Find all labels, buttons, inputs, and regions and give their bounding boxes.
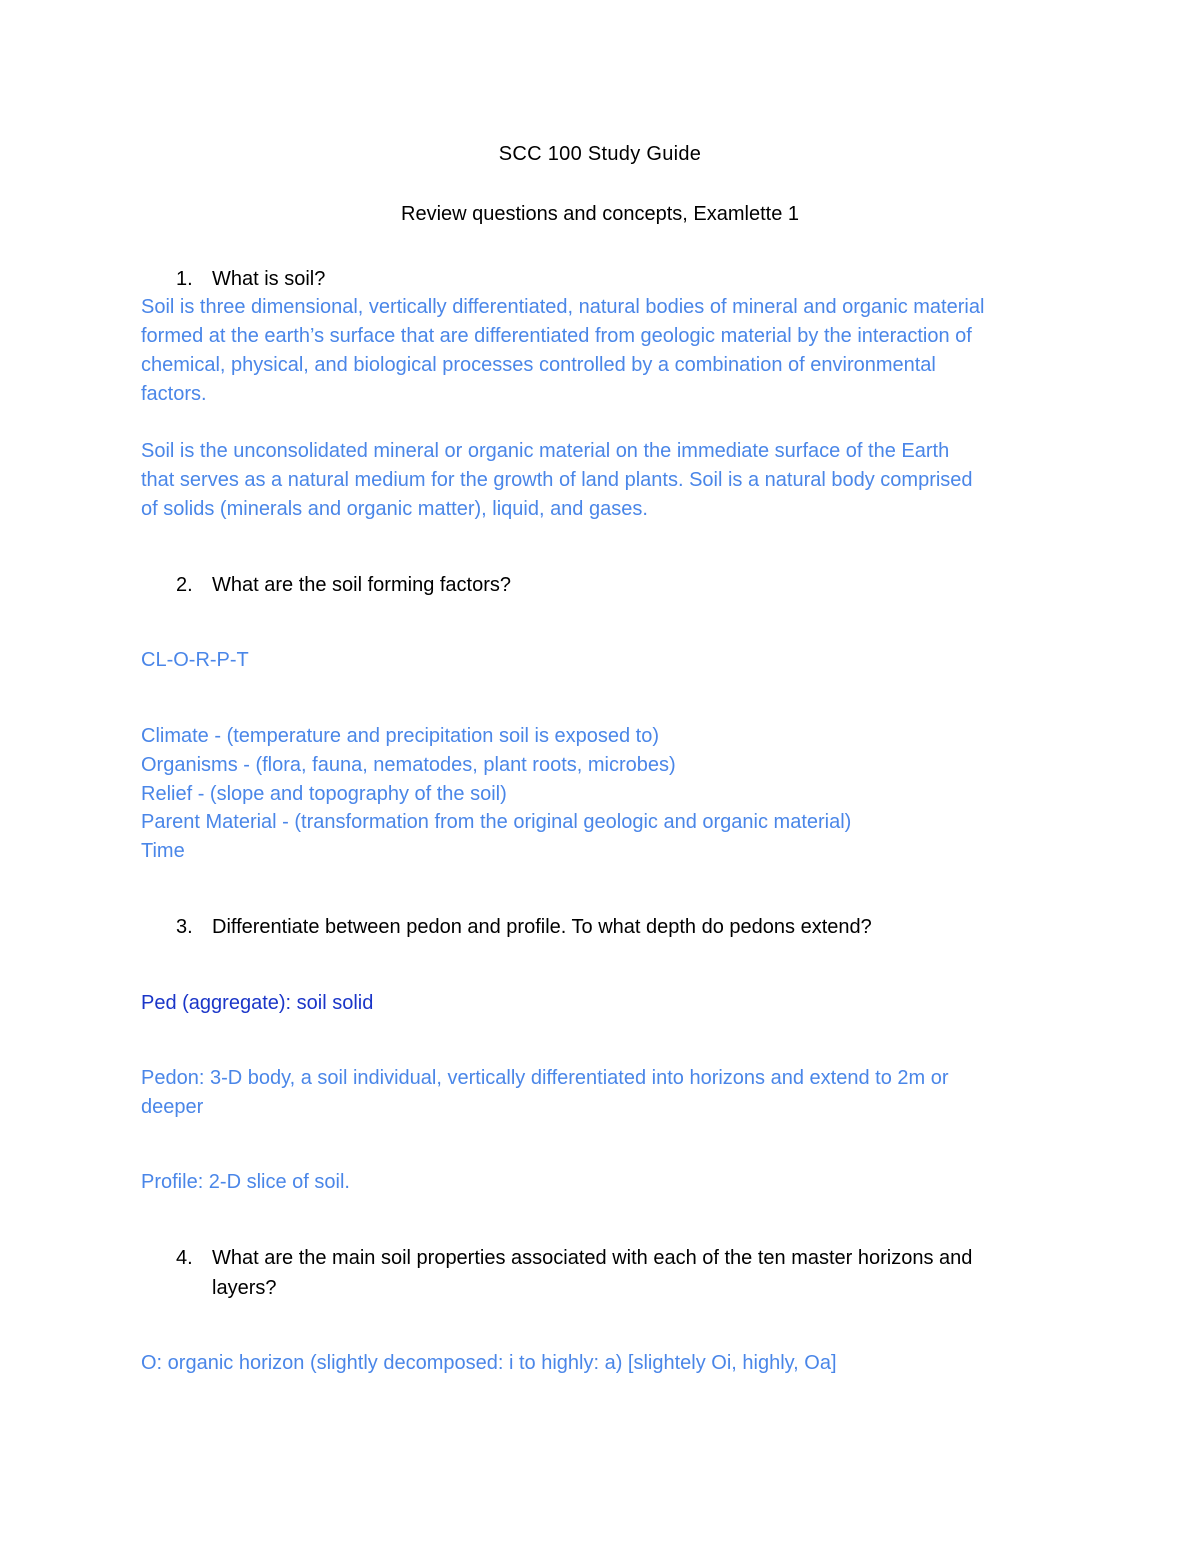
answer-line: factors. <box>141 383 207 405</box>
question-number: 2. <box>176 574 193 596</box>
question-number: 3. <box>176 916 193 938</box>
factor-climate: Climate - (temperature and precipitation soil is exposed to) <box>141 725 660 747</box>
answer-line: deeper <box>141 1096 204 1118</box>
question-text: layers? <box>212 1277 277 1299</box>
factor-time: Time <box>141 840 185 862</box>
factor-relief: Relief - (slope and topography of the soil) <box>141 783 507 805</box>
soil-factors-acronym: CL-O-R-P-T <box>141 649 249 671</box>
factor-organisms: Organisms - (flora, fauna, nematodes, plant roots, microbes) <box>141 754 676 776</box>
answer-line: Soil is three dimensional, vertically differentiated, natural bodies of mineral and organic material <box>141 296 985 318</box>
ped-definition: Ped (aggregate): soil solid <box>141 992 374 1014</box>
answer-line: of solids (minerals and organic matter), liquid, and gases. <box>141 498 648 520</box>
answer-line: chemical, physical, and biological processes controlled by a combination of environmental <box>141 354 936 376</box>
question-text: What are the soil forming factors? <box>212 574 512 596</box>
question-text: What are the main soil properties associated with each of the ten master horizons and <box>212 1247 973 1269</box>
question-text: Differentiate between pedon and profile. To what depth do pedons extend? <box>212 916 872 938</box>
question-number: 1. <box>176 268 193 290</box>
question-number: 4. <box>176 1247 193 1269</box>
factor-parent-material: Parent Material - (transformation from the original geologic and organic material) <box>141 811 852 833</box>
document-title: SCC 100 Study Guide <box>498 143 702 165</box>
answer-line: Pedon: 3-D body, a soil individual, vertically differentiated into horizons and extend to 2m or <box>141 1067 949 1089</box>
answer-line: Soil is the unconsolidated mineral or organic material on the immediate surface of the Earth <box>141 440 950 462</box>
answer-line: that serves as a natural medium for the growth of land plants. Soil is a natural body comprised <box>141 469 973 491</box>
profile-definition: Profile: 2-D slice of soil. <box>141 1171 350 1193</box>
horizon-o-definition: O: organic horizon (slightly decomposed: i to highly: a) [slightely Oi, highly, Oa] <box>141 1352 837 1374</box>
answer-line: formed at the earth’s surface that are differentiated from geologic material by the interaction of <box>141 325 972 347</box>
document-subtitle: Review questions and concepts, Examlette 1 <box>401 203 799 225</box>
question-text: What is soil? <box>212 268 326 290</box>
